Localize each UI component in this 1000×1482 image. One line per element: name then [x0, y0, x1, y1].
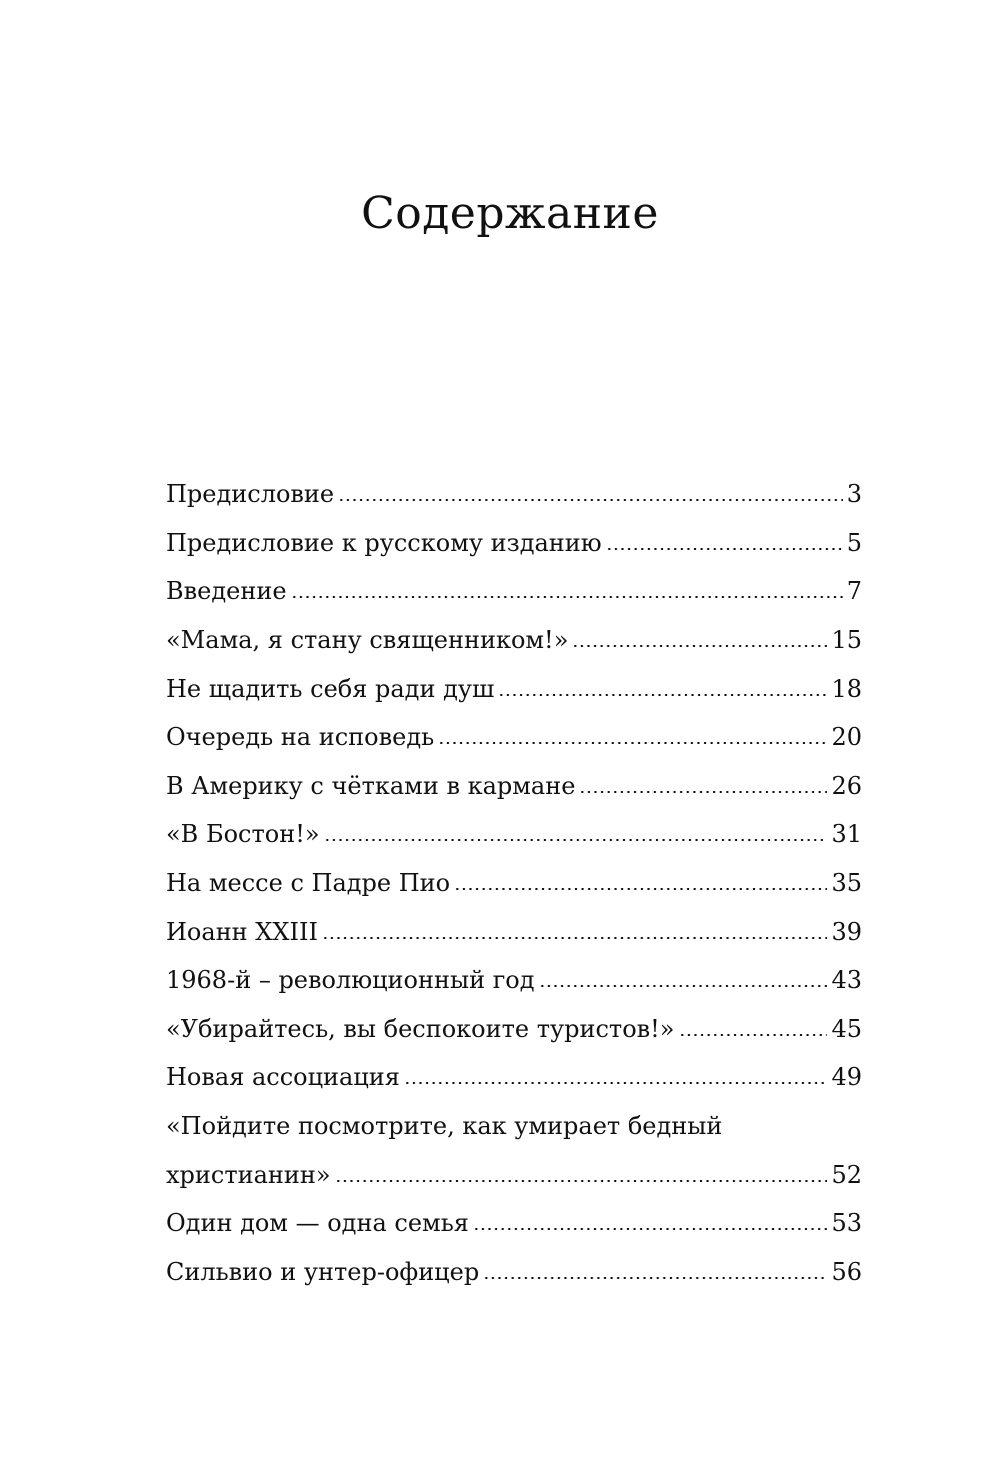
toc-entry-page: 7: [846, 577, 862, 606]
dot-leader: [539, 985, 828, 987]
toc-entry-title: «Пойдите посмотрите, как умирает бедный: [166, 1112, 723, 1141]
dot-leader: [498, 694, 827, 696]
toc-entry-page: 52: [831, 1160, 862, 1189]
toc-entry: [166, 810, 862, 859]
toc-entry: [166, 907, 862, 956]
toc-entry-title: Сильвио и унтер-офицер: [166, 1257, 480, 1286]
dot-leader: [679, 1034, 828, 1036]
toc-entry-title: Новая ассоциация: [166, 1063, 400, 1092]
dot-leader: [291, 596, 843, 598]
dot-leader: [404, 1082, 828, 1084]
toc-entry-title: Очередь на исповедь: [166, 723, 435, 752]
toc-entry-page: 43: [831, 966, 862, 995]
toc-entry: [166, 1053, 862, 1102]
toc-entry: [166, 470, 862, 519]
toc-entry-title: 1968-й – революционный год: [166, 966, 535, 995]
dot-leader: [483, 1277, 827, 1279]
toc-entry: [166, 762, 862, 811]
toc-entry-page: 15: [831, 626, 862, 655]
dot-leader: [324, 839, 828, 841]
toc-entry-page: 53: [831, 1209, 862, 1238]
toc-entry-title: Не щадить себя ради душ: [166, 674, 495, 703]
dot-leader: [473, 1228, 828, 1230]
toc-entry-page: 26: [831, 771, 862, 800]
dot-leader: [579, 791, 827, 793]
toc-entry: [166, 956, 862, 1005]
toc-entry-title: В Америку с чётками в кармане: [166, 771, 576, 800]
toc-entry-page: 39: [831, 917, 862, 946]
toc-entry-title: Предисловие к русскому изданию: [166, 528, 602, 557]
toc-entry: [166, 567, 862, 616]
toc-entry-page: 20: [831, 723, 862, 752]
toc-entry-page: 56: [831, 1257, 862, 1286]
toc-entry: [166, 1005, 862, 1054]
dot-leader: [438, 742, 827, 744]
dot-leader: [338, 499, 843, 501]
toc-entry-page: 45: [831, 1014, 862, 1043]
toc-entry: [166, 1199, 862, 1248]
dot-leader: [606, 548, 843, 550]
toc-entry-page: 35: [831, 869, 862, 898]
toc-entry-page: 18: [831, 674, 862, 703]
toc-entry-title-line: [166, 1102, 862, 1151]
toc-entry-title: Введение: [166, 577, 287, 606]
toc-entry: [166, 664, 862, 713]
toc-entry-title: Один дом — одна семья: [166, 1209, 469, 1238]
toc-entry: [166, 1248, 862, 1297]
dot-leader: [335, 1180, 828, 1182]
toc-entry: [166, 713, 862, 762]
toc-entry-title: Предисловие: [166, 480, 335, 509]
page-title: Содержание: [361, 188, 659, 239]
table-of-contents: [166, 470, 862, 1296]
toc-entry-page: 31: [831, 820, 862, 849]
toc-entry-title: «Мама, я стану священником!»: [166, 626, 569, 655]
toc-entry-title: христианин»: [166, 1160, 331, 1189]
toc-entry-page: 5: [846, 528, 862, 557]
toc-entry: [166, 616, 862, 665]
dot-leader: [572, 645, 827, 647]
toc-entry-title: «Убирайтесь, вы беспокоите туристов!»: [166, 1014, 675, 1043]
toc-entry-page: 49: [831, 1063, 862, 1092]
toc-entry: [166, 1150, 862, 1199]
toc-entry: [166, 859, 862, 908]
toc-entry-title: Иоанн XXIII: [166, 917, 318, 946]
toc-entry: [166, 519, 862, 568]
toc-entry-title: На мессе с Падре Пио: [166, 869, 451, 898]
dot-leader: [322, 937, 828, 939]
toc-entry-page: 3: [846, 480, 862, 509]
toc-entry-title: «В Бостон!»: [166, 820, 320, 849]
dot-leader: [454, 888, 827, 890]
